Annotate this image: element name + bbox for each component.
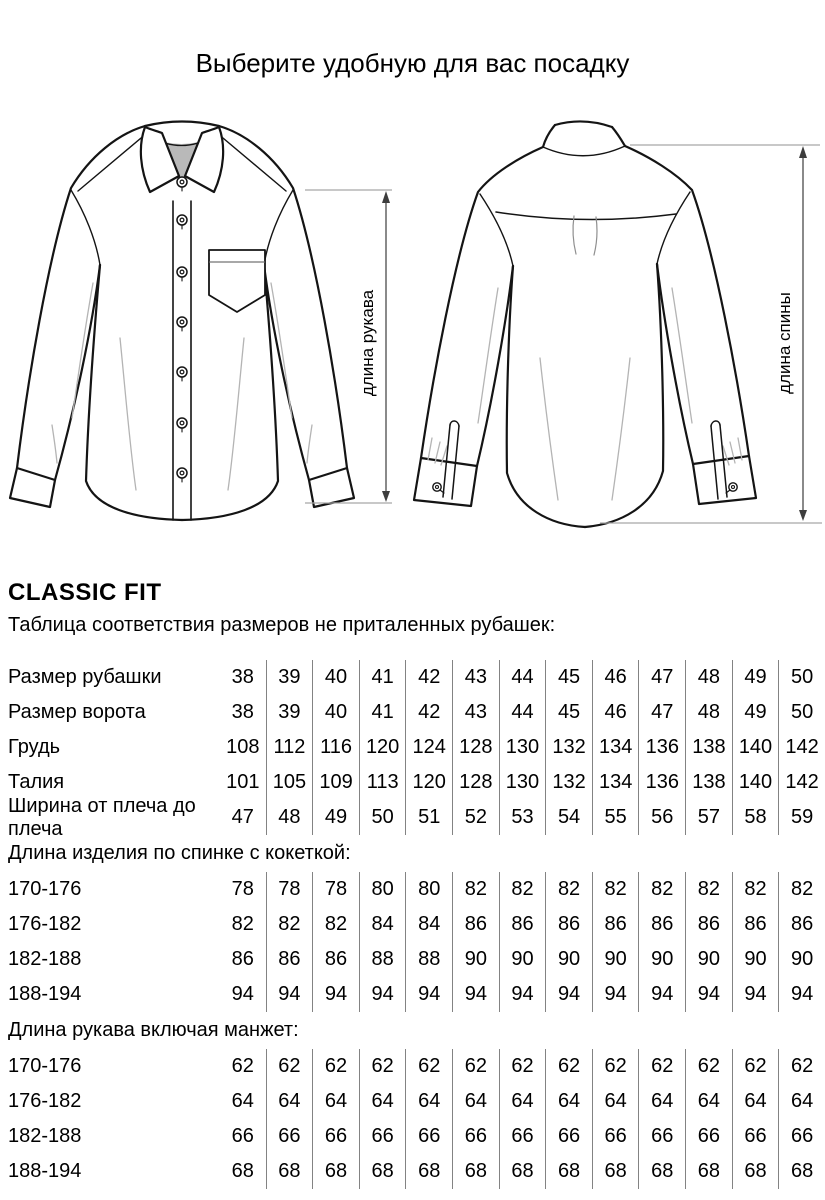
size-value-cell: 82 (778, 872, 825, 907)
size-value-cell: 90 (499, 942, 546, 977)
size-value-cell: 68 (732, 1154, 779, 1189)
size-value-cell: 120 (359, 730, 406, 765)
size-value-cell: 64 (231, 1090, 254, 1112)
size-value-cell: 120 (405, 765, 452, 800)
size-value-cell: 86 (452, 907, 499, 942)
size-value-cell: 64 (545, 1084, 592, 1119)
table-row (0, 730, 825, 765)
size-value-cell: 82 (638, 872, 685, 907)
size-value-cell: 58 (732, 800, 779, 835)
shirt-front-drawing (10, 122, 354, 521)
size-value-cell: 90 (452, 942, 499, 977)
table-row (0, 660, 825, 695)
size-value-cell: 62 (685, 1049, 732, 1084)
size-value-cell: 68 (545, 1154, 592, 1189)
size-value-cell: 86 (545, 907, 592, 942)
size-value-cell: 80 (359, 872, 406, 907)
size-value-cell: 43 (452, 660, 499, 695)
table-row (0, 907, 825, 942)
size-value-cell: 64 (452, 1084, 499, 1119)
size-value-cell: 86 (499, 907, 546, 942)
row-label: 188-194 (8, 1160, 82, 1182)
size-value-cell: 38 (231, 701, 254, 723)
sleeve-length-arrow (305, 190, 392, 503)
size-value-cell: 82 (231, 913, 254, 935)
row-label: 188-194 (8, 983, 82, 1005)
table-row (0, 1119, 825, 1154)
size-value-cell: 40 (312, 695, 359, 730)
size-value-cell: 41 (359, 660, 406, 695)
size-value-cell: 82 (592, 872, 639, 907)
size-value-cell: 62 (638, 1049, 685, 1084)
size-value-cell: 62 (359, 1049, 406, 1084)
size-value-cell: 94 (405, 977, 452, 1012)
size-value-cell: 109 (312, 765, 359, 800)
size-value-cell: 128 (452, 765, 499, 800)
table-row (0, 942, 825, 977)
row-label: Грудь (8, 736, 61, 758)
size-value-cell: 94 (499, 977, 546, 1012)
size-value-cell: 86 (638, 907, 685, 942)
size-value-cell: 90 (592, 942, 639, 977)
size-value-cell: 86 (266, 942, 313, 977)
size-value-cell: 47 (638, 695, 685, 730)
size-value-cell: 45 (545, 660, 592, 695)
row-label: Талия (8, 771, 65, 793)
size-value-cell: 94 (266, 977, 313, 1012)
table-row (0, 1084, 825, 1119)
size-value-cell: 80 (405, 872, 452, 907)
size-value-cell: 116 (312, 730, 359, 765)
size-value-cell: 94 (778, 977, 825, 1012)
size-value-cell: 90 (685, 942, 732, 977)
size-value-cell: 84 (359, 907, 406, 942)
size-value-cell: 64 (685, 1084, 732, 1119)
size-value-cell: 134 (592, 765, 639, 800)
shirt-diagrams (0, 108, 825, 558)
size-value-cell: 49 (732, 660, 779, 695)
size-value-cell: 40 (312, 660, 359, 695)
size-value-cell: 46 (592, 695, 639, 730)
size-value-cell: 68 (405, 1154, 452, 1189)
size-value-cell: 68 (499, 1154, 546, 1189)
sleeve-length-label: длина рукава (358, 289, 377, 397)
size-value-cell: 59 (778, 800, 825, 835)
size-value-cell: 138 (685, 765, 732, 800)
size-value-cell: 42 (405, 695, 452, 730)
row-label: 170-176 (8, 1055, 82, 1077)
table-row (0, 1154, 825, 1189)
row-label: 176-182 (8, 913, 82, 935)
back-length-label: длина спины (775, 292, 794, 394)
size-value-cell: 62 (545, 1049, 592, 1084)
size-value-cell: 66 (592, 1119, 639, 1154)
size-value-cell: 82 (545, 872, 592, 907)
fit-heading: CLASSIC FIT (8, 579, 162, 606)
table-row (0, 794, 825, 840)
size-value-cell: 66 (545, 1119, 592, 1154)
size-value-cell: 86 (778, 907, 825, 942)
size-value-cell: 64 (266, 1084, 313, 1119)
size-value-cell: 62 (778, 1049, 825, 1084)
size-value-cell: 54 (545, 800, 592, 835)
row-label: 182-188 (8, 948, 82, 970)
size-value-cell: 66 (266, 1119, 313, 1154)
size-value-cell: 138 (685, 730, 732, 765)
size-value-cell: 113 (359, 765, 406, 800)
size-value-cell: 130 (499, 765, 546, 800)
size-value-cell: 44 (499, 695, 546, 730)
size-value-cell: 94 (312, 977, 359, 1012)
size-value-cell: 90 (545, 942, 592, 977)
size-table (0, 660, 825, 1189)
size-value-cell: 78 (266, 872, 313, 907)
size-value-cell: 90 (778, 942, 825, 977)
size-value-cell: 90 (732, 942, 779, 977)
size-value-cell: 142 (778, 765, 825, 800)
size-value-cell: 82 (312, 907, 359, 942)
size-value-cell: 140 (732, 765, 779, 800)
size-value-cell: 94 (638, 977, 685, 1012)
size-value-cell: 94 (231, 983, 254, 1005)
size-value-cell: 128 (452, 730, 499, 765)
size-value-cell: 136 (638, 765, 685, 800)
size-value-cell: 64 (405, 1084, 452, 1119)
size-value-cell: 68 (312, 1154, 359, 1189)
row-label: Размер рубашки (8, 666, 162, 688)
size-value-cell: 64 (312, 1084, 359, 1119)
row-label: Ширина от плеча до плеча (8, 794, 196, 840)
size-value-cell: 130 (499, 730, 546, 765)
fit-subtitle: Таблица соответствия размеров не приталенных рубашек: (8, 614, 556, 636)
table-section-header: Длина рукава включая манжет: (8, 1019, 299, 1041)
size-value-cell: 47 (231, 806, 254, 828)
size-value-cell: 82 (266, 907, 313, 942)
size-value-cell: 50 (778, 660, 825, 695)
size-value-cell: 44 (499, 660, 546, 695)
size-value-cell: 86 (732, 907, 779, 942)
size-value-cell: 64 (778, 1084, 825, 1119)
size-value-cell: 48 (685, 695, 732, 730)
size-value-cell: 68 (266, 1154, 313, 1189)
row-label: Размер ворота (8, 701, 146, 723)
size-value-cell: 94 (685, 977, 732, 1012)
size-value-cell: 47 (638, 660, 685, 695)
size-value-cell: 56 (638, 800, 685, 835)
size-value-cell: 62 (732, 1049, 779, 1084)
size-value-cell: 62 (312, 1049, 359, 1084)
table-row (0, 977, 825, 1012)
size-value-cell: 68 (778, 1154, 825, 1189)
table-row (0, 695, 825, 730)
size-value-cell: 64 (359, 1084, 406, 1119)
size-value-cell: 68 (685, 1154, 732, 1189)
row-label: 170-176 (8, 878, 82, 900)
size-value-cell: 48 (685, 660, 732, 695)
size-value-cell: 86 (592, 907, 639, 942)
size-value-cell: 57 (685, 800, 732, 835)
size-value-cell: 55 (592, 800, 639, 835)
size-value-cell: 53 (499, 800, 546, 835)
size-value-cell: 86 (231, 948, 254, 970)
size-value-cell: 39 (266, 660, 313, 695)
size-value-cell: 140 (732, 730, 779, 765)
size-value-cell: 68 (638, 1154, 685, 1189)
table-row (0, 1049, 825, 1084)
size-value-cell: 66 (405, 1119, 452, 1154)
size-value-cell: 62 (452, 1049, 499, 1084)
size-value-cell: 78 (312, 872, 359, 907)
size-value-cell: 66 (452, 1119, 499, 1154)
size-value-cell: 82 (452, 872, 499, 907)
size-value-cell: 62 (231, 1055, 254, 1077)
size-value-cell: 66 (732, 1119, 779, 1154)
size-value-cell: 62 (266, 1049, 313, 1084)
size-value-cell: 42 (405, 660, 452, 695)
shirt-technical-drawing (0, 108, 825, 558)
size-value-cell: 86 (312, 942, 359, 977)
size-value-cell: 43 (452, 695, 499, 730)
size-value-cell: 50 (778, 695, 825, 730)
size-value-cell: 101 (226, 771, 260, 793)
size-value-cell: 132 (545, 765, 592, 800)
size-value-cell: 50 (359, 800, 406, 835)
row-label: 176-182 (8, 1090, 82, 1112)
size-value-cell: 64 (732, 1084, 779, 1119)
table-row (0, 872, 825, 907)
size-value-cell: 64 (638, 1084, 685, 1119)
size-value-cell: 112 (266, 730, 313, 765)
size-value-cell: 86 (685, 907, 732, 942)
size-value-cell: 94 (592, 977, 639, 1012)
size-value-cell: 94 (359, 977, 406, 1012)
size-value-cell: 78 (231, 878, 254, 900)
size-value-cell: 66 (312, 1119, 359, 1154)
size-value-cell: 90 (638, 942, 685, 977)
size-value-cell: 88 (359, 942, 406, 977)
row-label: 182-188 (8, 1125, 82, 1147)
size-value-cell: 39 (266, 695, 313, 730)
table-section-header: Длина изделия по спинке с кокеткой: (8, 842, 351, 864)
size-value-cell: 66 (499, 1119, 546, 1154)
size-value-cell: 52 (452, 800, 499, 835)
size-value-cell: 45 (545, 695, 592, 730)
size-value-cell: 66 (685, 1119, 732, 1154)
size-value-cell: 68 (592, 1154, 639, 1189)
size-value-cell: 62 (592, 1049, 639, 1084)
size-value-cell: 49 (312, 800, 359, 835)
size-value-cell: 94 (732, 977, 779, 1012)
size-value-cell: 62 (405, 1049, 452, 1084)
size-value-cell: 64 (592, 1084, 639, 1119)
size-value-cell: 82 (732, 872, 779, 907)
size-value-cell: 38 (231, 666, 254, 688)
size-value-cell: 66 (231, 1125, 254, 1147)
size-value-cell: 82 (499, 872, 546, 907)
size-value-cell: 136 (638, 730, 685, 765)
size-value-cell: 124 (405, 730, 452, 765)
size-value-cell: 142 (778, 730, 825, 765)
size-value-cell: 48 (266, 800, 313, 835)
size-value-cell: 64 (499, 1084, 546, 1119)
size-value-cell: 68 (231, 1160, 254, 1182)
size-value-cell: 134 (592, 730, 639, 765)
size-value-cell: 41 (359, 695, 406, 730)
page-title: Выберите удобную для вас посадку (195, 48, 630, 78)
size-value-cell: 94 (545, 977, 592, 1012)
size-value-cell: 62 (499, 1049, 546, 1084)
size-value-cell: 105 (266, 765, 313, 800)
shirt-back-drawing (414, 121, 756, 527)
chest-pocket (209, 250, 265, 312)
size-value-cell: 66 (638, 1119, 685, 1154)
size-value-cell: 94 (452, 977, 499, 1012)
size-value-cell: 66 (778, 1119, 825, 1154)
size-value-cell: 51 (405, 800, 452, 835)
size-value-cell: 66 (359, 1119, 406, 1154)
size-value-cell: 49 (732, 695, 779, 730)
size-value-cell: 82 (685, 872, 732, 907)
size-value-cell: 132 (545, 730, 592, 765)
size-value-cell: 84 (405, 907, 452, 942)
size-value-cell: 108 (226, 736, 260, 758)
size-value-cell: 68 (359, 1154, 406, 1189)
size-value-cell: 68 (452, 1154, 499, 1189)
size-value-cell: 88 (405, 942, 452, 977)
size-value-cell: 46 (592, 660, 639, 695)
front-buttons (177, 177, 187, 482)
